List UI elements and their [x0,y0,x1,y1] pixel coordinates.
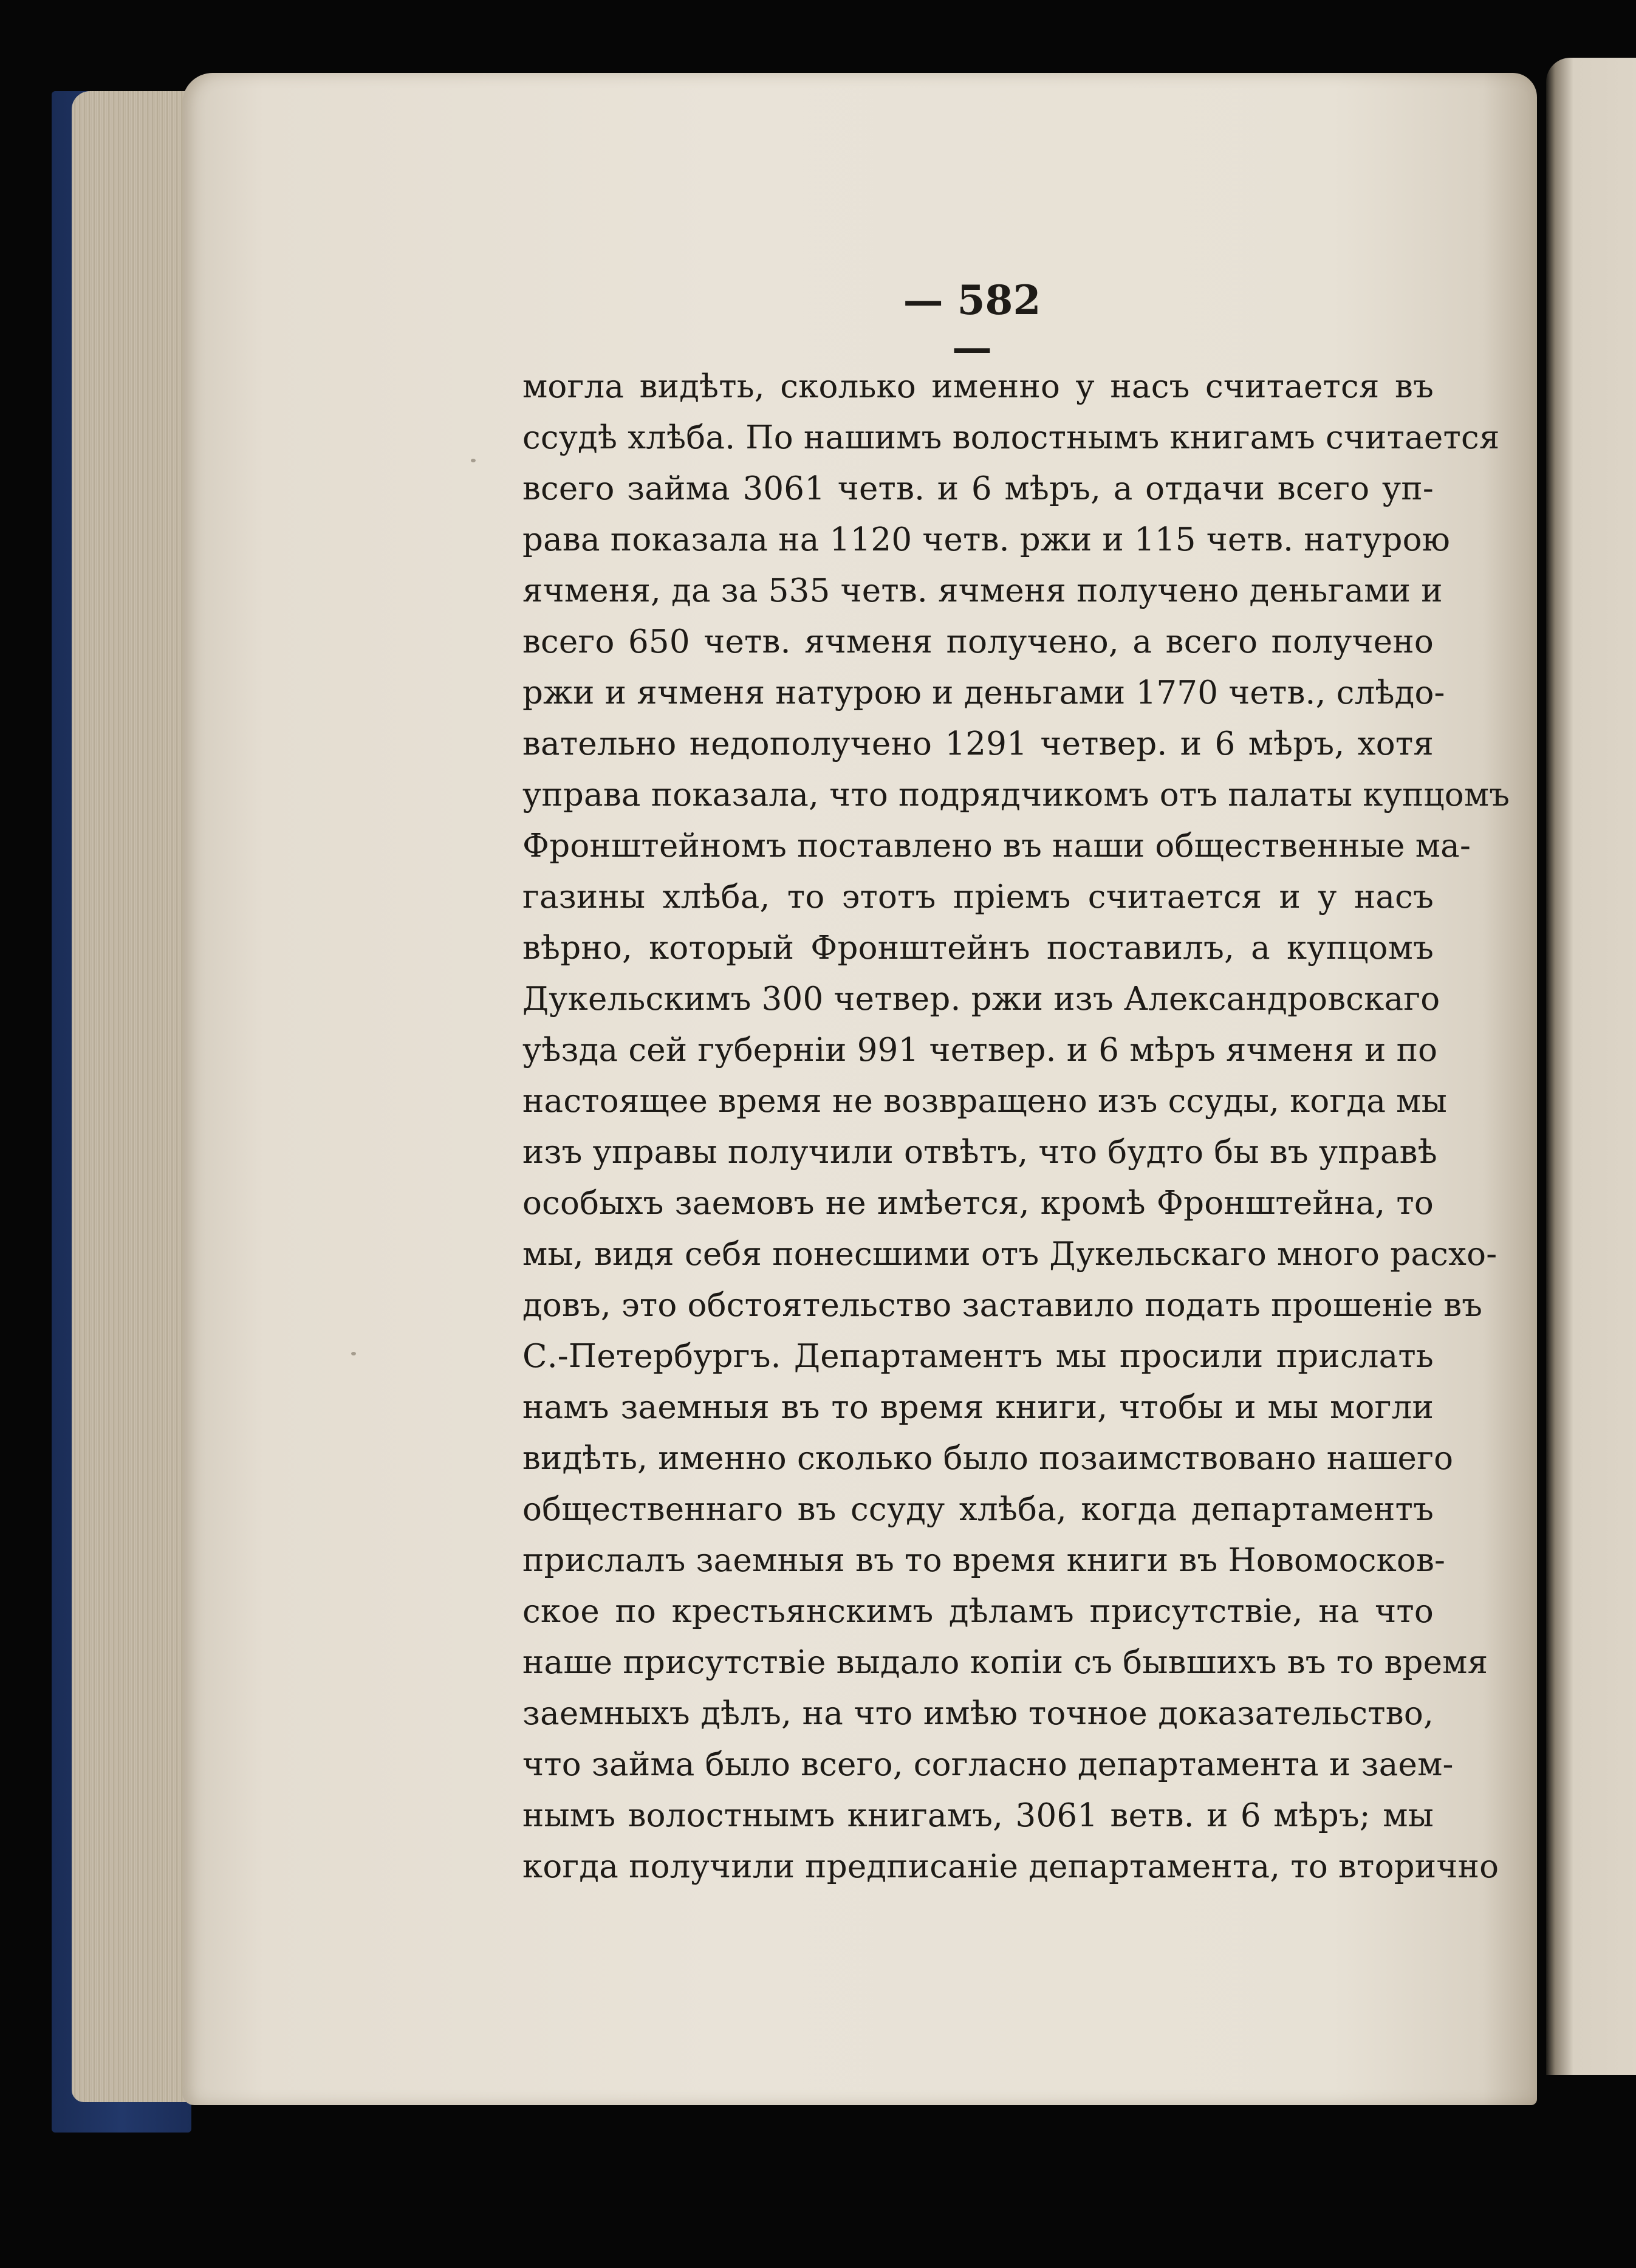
text-line: особыхъ заемовъ не имѣется, кромѣ Фронштейна, то [522,1185,1434,1222]
text-line: уѣзда сей губерніи 991 четвер. и 6 мѣръ ячменя и по [522,1032,1438,1069]
text-line: наше присутствіе выдало копіи съ бывшихъ въ то время [522,1644,1488,1681]
text-line: всего займа 3061 четв. и 6 мѣръ, а отдачи всего уп- [522,470,1434,507]
text-line: прислалъ заемныя въ то время книги въ Новомосков- [522,1542,1446,1579]
text-line: изъ управы получили отвѣтъ, что будто бы въ управѣ [522,1134,1437,1171]
text-line: довъ, это обстоятельство заставило подать прошеніе въ [522,1287,1483,1324]
text-line: всего 650 четв. ячменя получено, а всего получено [522,623,1434,660]
text-line: заемныхъ дѣлъ, на что имѣю точное доказательство, [522,1695,1434,1732]
text-line: когда получили предписаніе департамента, то вторично [522,1848,1499,1885]
text-line: общественнаго въ ссуду хлѣба, когда департаментъ [522,1491,1434,1528]
text-line: рава показала на 1120 четв. ржи и 115 четв. натурою [522,521,1451,558]
text-line: ржи и ячменя натурою и деньгами 1770 четв., слѣдо- [522,674,1445,711]
text-line: ссудѣ хлѣба. По нашимъ волостнымъ книгамъ считается [522,419,1500,456]
text-line: мы, видя себя понесшими отъ Дукельскаго много расхо- [522,1236,1497,1273]
text-line: С.-Петербургъ. Департаментъ мы просили прислать [522,1338,1434,1375]
text-line: Фронштейномъ поставлено въ наши общественные ма- [522,827,1471,865]
body-text [522,361,1510,1893]
text-line: намъ заемныя въ то время книги, чтобы и мы могли [522,1389,1434,1426]
paper-speck [351,1352,356,1355]
paper-speck [471,459,476,462]
text-line: что займа было всего, согласно департамента и заем- [522,1746,1454,1783]
text-line: газины хлѣба, то этотъ пріемъ считается и у насъ [522,879,1434,916]
opposite-page-edge [1546,58,1636,2075]
text-line: управа показала, что подрядчикомъ отъ палаты купцомъ [522,776,1510,814]
text-line: настоящее время не возвращено изъ ссуды, когда мы [522,1083,1447,1120]
text-line: вѣрно, который Фронштейнъ поставилъ, а купцомъ [522,930,1434,967]
text-line: вательно недополучено 1291 четвер. и 6 мѣръ, хотя [522,725,1434,762]
page-number: — 582 — [903,276,1041,371]
text-line: Дукельскимъ 300 четвер. ржи изъ Александровскаго [522,981,1440,1018]
text-line: нымъ волостнымъ книгамъ, 3061 ветв. и 6 мѣръ; мы [522,1797,1434,1834]
text-line: видѣть, именно сколько было позаимствовано нашего [522,1440,1454,1477]
text-line: ское по крестьянскимъ дѣламъ присутствіе, на что [522,1593,1434,1630]
text-line: могла видѣть, сколько именно у насъ считается въ [522,368,1434,405]
text-line: ячменя, да за 535 четв. ячменя получено деньгами и [522,572,1443,609]
